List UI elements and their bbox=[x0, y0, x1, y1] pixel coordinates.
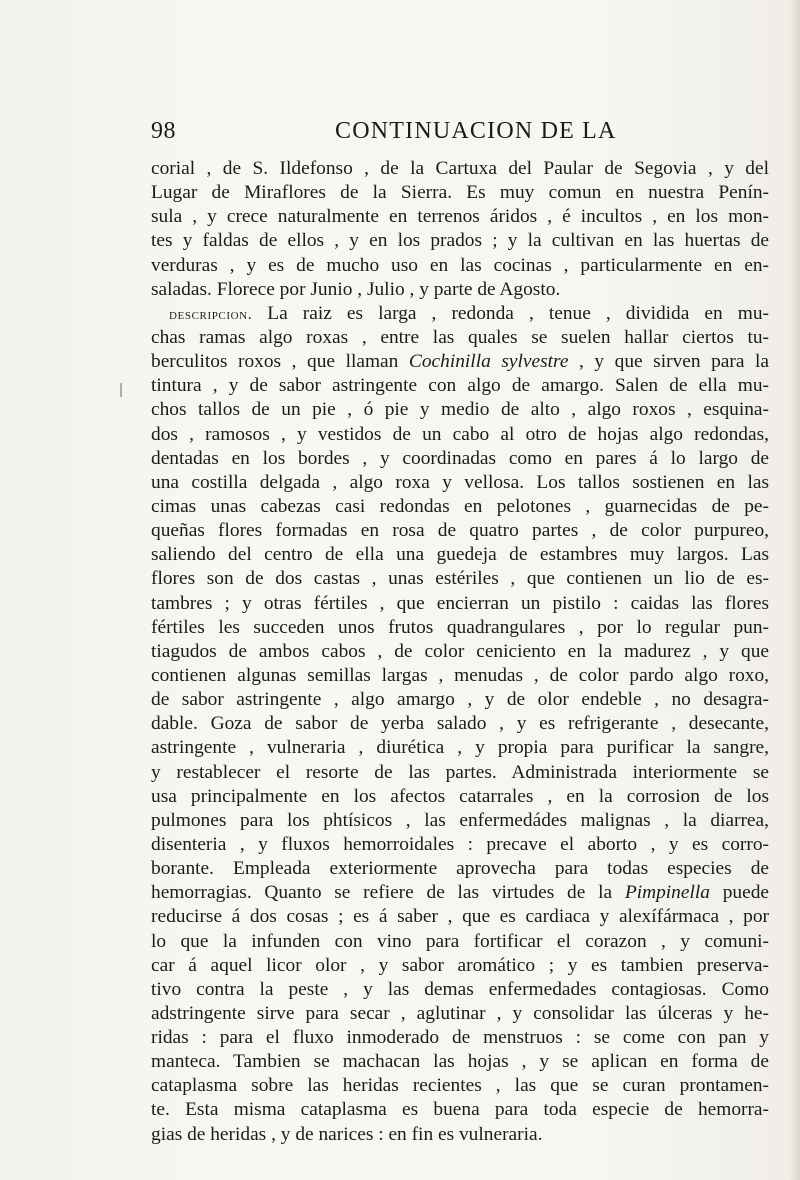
text-line: lo que la infunden con vino para fortificar el corazon , y comuni- bbox=[151, 930, 769, 952]
text-line: tivo contra la peste , y las demas enfermedades contagiosas. Como bbox=[151, 978, 769, 1000]
text-line: usa principalmente en los afectos catarrales , en la corrosion de los bbox=[151, 785, 769, 807]
text-line: de sabor astringente , algo amargo , y de olor endeble , no desagra- bbox=[151, 689, 769, 711]
text-line: flores son de dos castas , unas estériles , que contienen un lio de es- bbox=[151, 568, 769, 590]
text-line: sula , y crece naturalmente en terrenos áridos , é incultos , en los mon- bbox=[151, 206, 769, 228]
text-line: tes y faldas de ellos , y en los prados ; y la cultivan en las huertas de bbox=[151, 230, 769, 252]
text-line: fértiles les succeden unos frutos quadrangulares , por lo regular pun- bbox=[151, 616, 769, 638]
description-label: descripcion. bbox=[169, 305, 253, 323]
text-line: car á aquel licor olor , y sabor aromático ; y es tambien preserva- bbox=[151, 954, 769, 976]
page-number: 98 bbox=[151, 118, 176, 144]
text-line: tambres ; y otras fértiles , que encierran un pistilo : caidas las flores bbox=[151, 592, 769, 614]
text-line: corial , de S. Ildefonso , de la Cartuxa del Paular de Segovia , y del bbox=[151, 158, 769, 179]
text-line: tintura , y de sabor astringente con algo de amargo. Salen de ella mu- bbox=[151, 375, 769, 397]
text-line: reducirse á dos cosas ; es á saber , que es cardiaca y alexífármaca , por bbox=[151, 906, 769, 928]
text-line: pulmones para los phtísicos , las enfermedádes malignas , la diarrea, bbox=[151, 809, 769, 831]
text-line: gias de heridas , y de narices : en fin es vulneraria. bbox=[151, 1123, 543, 1145]
text-line: ridas : para el fluxo inmoderado de menstruos : se come con pan y bbox=[151, 1027, 769, 1049]
pimpinella-name: Pimpinella bbox=[624, 882, 710, 904]
text-line: cataplasma sobre las heridas recientes , las que se curan prontamen- bbox=[151, 1075, 769, 1097]
text-line: verduras , y es de mucho uso en las cocinas , particularmente en en- bbox=[151, 254, 769, 276]
text-line-description bbox=[151, 302, 769, 326]
text-line: queñas flores formadas en rosa de quatro partes , de color purpureo, bbox=[151, 520, 769, 542]
text-line-cochinilla bbox=[151, 350, 769, 374]
text-line: te. Esta misma cataplasma es buena para toda especie de hemorra- bbox=[151, 1099, 769, 1121]
running-head: CONTINUACION DE LA bbox=[335, 118, 617, 144]
text-line: cimas unas cabezas casi redondas en pelotones , guarnecidas de pe- bbox=[151, 495, 769, 517]
text-line: chos tallos de un pie , ó pie y medio de alto , algo roxos , esquina- bbox=[151, 399, 769, 421]
text-line: Lugar de Miraflores de la Sierra. Es muy comun en nuestra Penín- bbox=[151, 182, 769, 204]
text-line: y restablecer el resorte de las partes. Administrada interiormente se bbox=[151, 761, 769, 783]
text-line: dable. Goza de sabor de yerba salado , y es refrigerante , desecante, bbox=[151, 713, 769, 735]
pimpinella-lead: hemorragias. Quanto se refiere de las virtudes de la bbox=[151, 882, 625, 904]
text-line: borante. Empleada exteriormente aprovecha para todas especies de bbox=[151, 858, 769, 880]
cochinilla-name: Cochinilla sylvestre bbox=[408, 351, 569, 373]
text-line: dos , ramosos , y vestidos de un cabo al otro de hojas algo redondas, bbox=[151, 423, 769, 445]
text-line: chas ramas algo roxas , entre las quales se suelen hallar ciertos tu- bbox=[151, 326, 769, 348]
text-line: tiagudos de ambos cabos , de color ceniciento en la madurez , y que bbox=[151, 640, 769, 662]
margin-mark bbox=[120, 383, 122, 397]
text-line: dentadas en los bordes , y coordinadas como en pares á lo largo de bbox=[151, 447, 769, 469]
text-line: astringente , vulneraria , diurética , y propia para purificar la sangre, bbox=[151, 737, 769, 759]
page-header bbox=[151, 118, 671, 148]
cochinilla-lead: berculitos roxos , que llaman bbox=[151, 351, 409, 373]
text-line: saladas. Florece por Junio , Julio , y parte de Agosto. bbox=[151, 278, 561, 300]
text-line: una costilla delgada , algo roxa y vellosa. Los tallos sostienen en las bbox=[151, 471, 769, 493]
pimpinella-rest: puede bbox=[709, 882, 770, 904]
body-text bbox=[151, 157, 769, 1147]
text-line: manteca. Tambien se machacan las hojas , y se aplican en forma de bbox=[151, 1051, 769, 1073]
text-line: saliendo del centro de ella una guedeja de estambres muy largos. Las bbox=[151, 544, 769, 566]
page-edge-shadow bbox=[790, 0, 800, 1180]
text-line: disenteria , y fluxos hemorroidales : precave el aborto , y es corro- bbox=[151, 833, 769, 855]
text-line: adstringente sirve para secar , aglutinar , y consolidar las úlceras y he- bbox=[151, 1002, 769, 1024]
description-text: La raiz es larga , redonda , tenue , dividida en mu- bbox=[267, 302, 769, 324]
text-line-pimpinella bbox=[151, 881, 769, 905]
cochinilla-rest: , y que sirven para la bbox=[568, 351, 770, 373]
text-line: contienen algunas semillas largas , menudas , de color pardo algo roxo, bbox=[151, 664, 769, 686]
